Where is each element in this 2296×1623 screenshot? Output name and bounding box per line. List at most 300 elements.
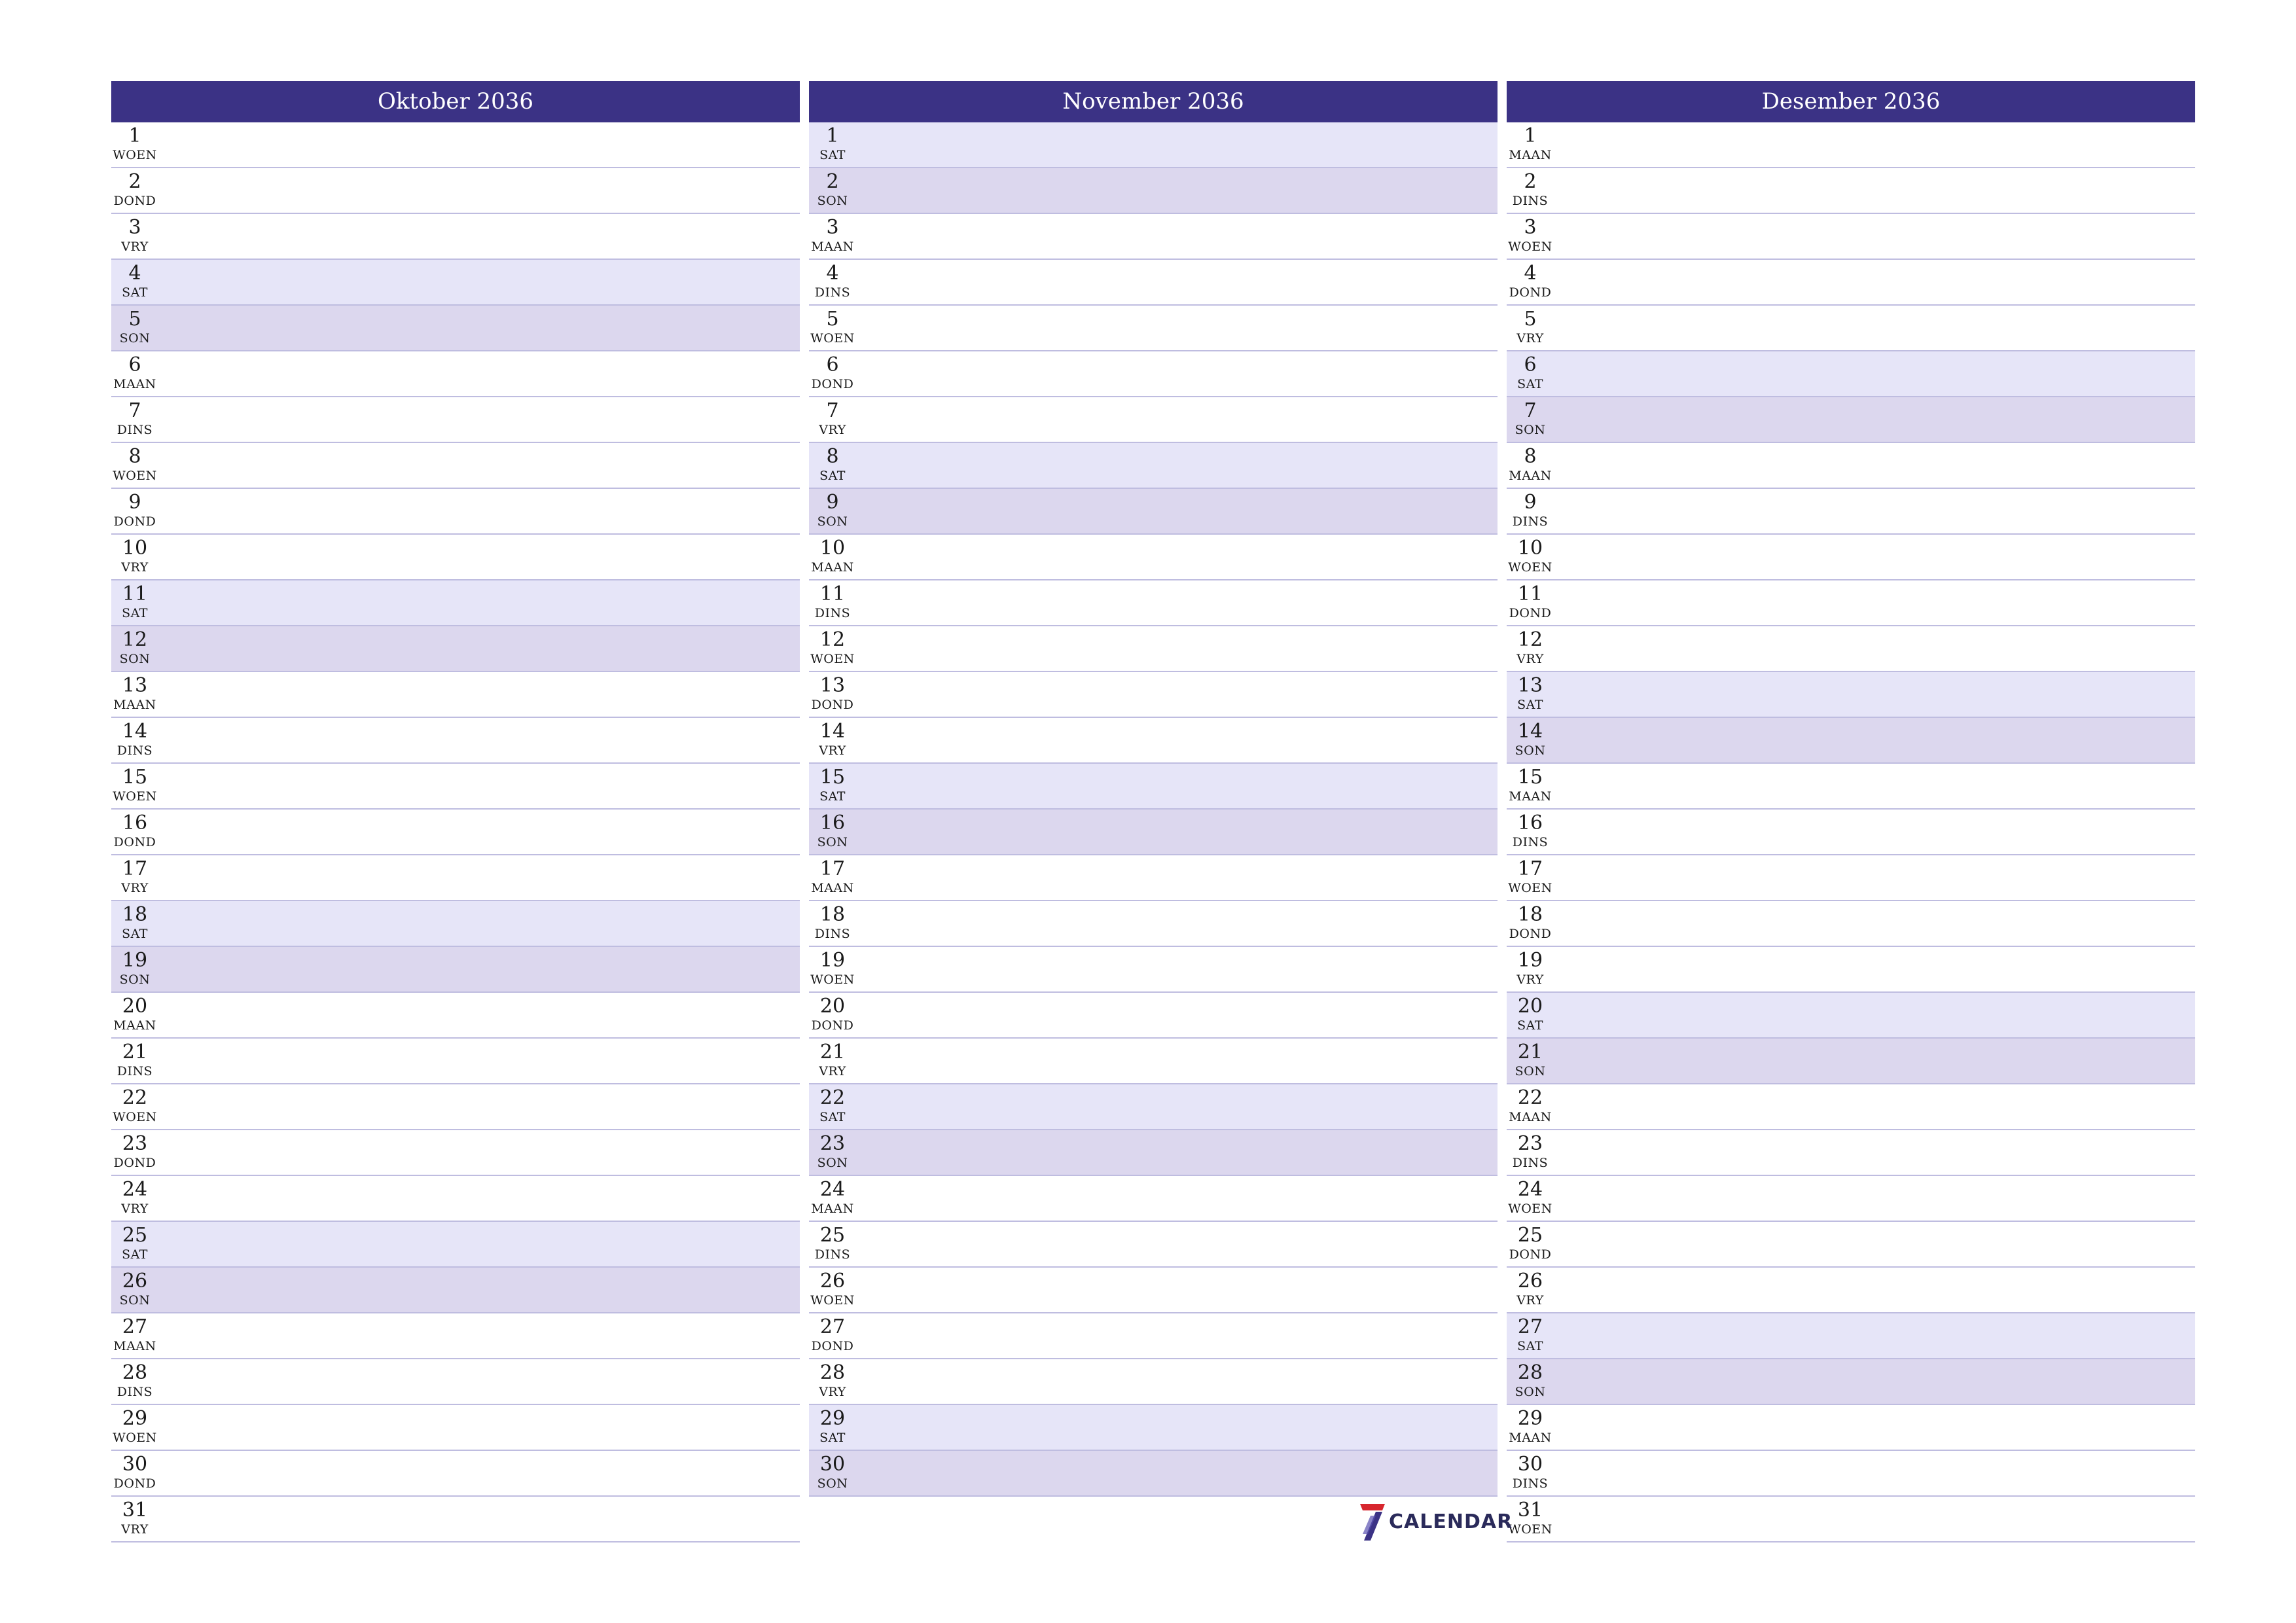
day-label [809, 766, 856, 804]
day-number: 3 [826, 216, 839, 239]
weekday-name: MAAN [113, 1339, 156, 1353]
weekday-name: SAT [122, 1247, 148, 1262]
day-number: 2 [128, 170, 141, 193]
day-label [1507, 583, 1554, 621]
day-number: 6 [1524, 353, 1537, 376]
weekday-name: MAAN [113, 1018, 156, 1033]
weekday-name: DINS [1512, 1476, 1549, 1491]
day-row [111, 306, 800, 351]
weekday-name: MAAN [1509, 789, 1552, 804]
day-list [809, 122, 1498, 1497]
day-number: 8 [128, 445, 141, 468]
weekday-name: SAT [122, 285, 148, 300]
day-row [111, 672, 800, 718]
day-number: 4 [128, 262, 141, 285]
day-label [1507, 537, 1554, 575]
weekday-name: MAAN [811, 560, 854, 575]
weekday-name: DOND [1509, 606, 1552, 620]
day-row [1507, 1176, 2195, 1222]
day-number: 7 [1524, 399, 1537, 422]
weekday-name: VRY [121, 560, 149, 575]
day-number: 24 [819, 1178, 846, 1201]
day-label [111, 1454, 158, 1491]
day-row [111, 397, 800, 443]
day-row [809, 351, 1498, 397]
day-number: 26 [1517, 1270, 1543, 1293]
day-row [111, 1359, 800, 1405]
day-label [1507, 1087, 1554, 1125]
weekday-name: SAT [1517, 698, 1543, 712]
day-number: 8 [1524, 445, 1537, 468]
day-number: 16 [819, 812, 846, 834]
day-number: 28 [819, 1361, 846, 1384]
day-number: 7 [128, 399, 141, 422]
day-number: 15 [819, 766, 846, 789]
day-row [111, 260, 800, 306]
day-number: 19 [122, 949, 148, 972]
day-row [809, 397, 1498, 443]
weekday-name: VRY [819, 743, 846, 758]
day-number: 12 [819, 628, 846, 651]
day-row [809, 855, 1498, 901]
day-row [1507, 122, 2195, 168]
weekday-name: DOND [1509, 927, 1552, 941]
day-row [809, 947, 1498, 993]
weekday-name: DINS [1512, 514, 1549, 529]
day-label [111, 904, 158, 942]
weekday-name: WOEN [810, 1293, 855, 1308]
weekday-name: WOEN [1508, 560, 1552, 575]
day-row [1507, 535, 2195, 580]
day-number: 29 [122, 1407, 148, 1430]
day-number: 27 [122, 1315, 148, 1338]
weekday-name: SON [1515, 743, 1546, 758]
weekday-name: WOEN [1508, 240, 1552, 254]
weekday-name: SAT [122, 927, 148, 941]
day-label [809, 812, 856, 850]
weekday-name: VRY [121, 240, 149, 254]
weekday-name: DINS [117, 743, 153, 758]
day-row [111, 855, 800, 901]
day-number: 25 [1517, 1224, 1543, 1247]
weekday-name: DINS [117, 423, 153, 437]
day-row [1507, 168, 2195, 214]
weekday-name: SON [1515, 423, 1546, 437]
day-number: 1 [128, 124, 141, 147]
day-row [1507, 1222, 2195, 1268]
day-row [1507, 397, 2195, 443]
day-label [1507, 629, 1554, 667]
day-label [1507, 1041, 1554, 1079]
day-number: 22 [122, 1086, 148, 1109]
day-label [111, 1499, 158, 1537]
day-number: 5 [1524, 308, 1537, 330]
day-row [1507, 1405, 2195, 1451]
day-number: 18 [819, 903, 846, 926]
day-row [111, 1268, 800, 1313]
weekday-name: MAAN [1509, 148, 1552, 162]
day-label [809, 446, 856, 484]
day-row [809, 626, 1498, 672]
day-label [111, 1133, 158, 1171]
day-label [111, 400, 158, 438]
day-row [809, 718, 1498, 764]
day-row [1507, 260, 2195, 306]
day-row [111, 1405, 800, 1451]
weekday-name: VRY [121, 1202, 149, 1216]
month-column-november [809, 81, 1498, 1497]
weekday-name: MAAN [1509, 1110, 1552, 1124]
day-row [809, 901, 1498, 947]
month-header: Oktober 2036 [111, 81, 800, 122]
day-number: 22 [1517, 1086, 1543, 1109]
day-row [1507, 1084, 2195, 1130]
day-row [1507, 718, 2195, 764]
day-number: 24 [122, 1178, 148, 1201]
day-label [111, 354, 158, 392]
day-row [1507, 1039, 2195, 1084]
day-label [809, 1362, 856, 1400]
weekday-name: DINS [814, 927, 851, 941]
day-number: 6 [826, 353, 839, 376]
weekday-name: MAAN [1509, 469, 1552, 483]
day-row [1507, 1313, 2195, 1359]
day-number: 16 [1517, 812, 1543, 834]
weekday-name: DINS [1512, 835, 1549, 849]
month-header: November 2036 [809, 81, 1498, 122]
day-row [111, 1451, 800, 1497]
day-row [1507, 1130, 2195, 1176]
day-number: 10 [1517, 537, 1543, 560]
day-label [111, 171, 158, 209]
weekday-name: SON [817, 1476, 848, 1491]
day-label [809, 721, 856, 758]
day-number: 1 [1524, 124, 1537, 147]
weekday-name: WOEN [810, 972, 855, 987]
day-row [1507, 1497, 2195, 1543]
weekday-name: DINS [814, 1247, 851, 1262]
weekday-name: SAT [122, 606, 148, 620]
day-row [111, 764, 800, 810]
day-label [809, 1408, 856, 1446]
day-row [111, 168, 800, 214]
day-row [1507, 901, 2195, 947]
day-number: 7 [826, 399, 839, 422]
day-number: 28 [1517, 1361, 1543, 1384]
day-number: 26 [122, 1270, 148, 1293]
day-number: 17 [819, 857, 846, 880]
weekday-name: DINS [814, 285, 851, 300]
day-row [1507, 993, 2195, 1039]
day-label [1507, 262, 1554, 300]
day-label [111, 812, 158, 850]
day-number: 11 [122, 582, 148, 605]
day-label [809, 400, 856, 438]
day-label [809, 950, 856, 988]
day-number: 25 [819, 1224, 846, 1247]
day-row [111, 993, 800, 1039]
weekday-name: DINS [117, 1064, 153, 1079]
month-column-october [111, 81, 800, 1543]
month-header: Desember 2036 [1507, 81, 2195, 122]
day-label [1507, 308, 1554, 346]
day-number: 20 [122, 995, 148, 1018]
day-label [1507, 1224, 1554, 1262]
day-number: 14 [122, 720, 148, 743]
weekday-name: MAAN [113, 698, 156, 712]
day-number: 2 [1524, 170, 1537, 193]
day-number: 12 [122, 628, 148, 651]
day-row [1507, 764, 2195, 810]
day-label [809, 904, 856, 942]
day-row [1507, 489, 2195, 535]
day-label [111, 950, 158, 988]
weekday-name: VRY [1516, 972, 1544, 987]
day-number: 3 [128, 216, 141, 239]
day-row [111, 1222, 800, 1268]
weekday-name: WOEN [113, 1431, 157, 1445]
weekday-name: DOND [1509, 285, 1552, 300]
weekday-name: VRY [819, 1064, 846, 1079]
weekday-name: DOND [811, 1339, 854, 1353]
day-number: 10 [122, 537, 148, 560]
day-label [111, 1041, 158, 1079]
day-label [1507, 995, 1554, 1033]
day-number: 26 [819, 1270, 846, 1293]
day-label [809, 1316, 856, 1354]
day-number: 14 [819, 720, 846, 743]
day-number: 25 [122, 1224, 148, 1247]
weekday-name: DOND [1509, 1247, 1552, 1262]
day-number: 13 [122, 674, 148, 697]
weekday-name: DOND [811, 1018, 854, 1033]
day-row [1507, 443, 2195, 489]
day-label [809, 125, 856, 163]
weekday-name: DOND [811, 377, 854, 391]
day-label [809, 217, 856, 255]
weekday-name: DINS [1512, 194, 1549, 208]
day-row [111, 351, 800, 397]
day-number: 27 [1517, 1315, 1543, 1338]
day-row [809, 993, 1498, 1039]
day-row [111, 535, 800, 580]
day-number: 21 [819, 1041, 846, 1063]
day-label [1507, 1499, 1554, 1537]
day-number: 11 [1517, 582, 1543, 605]
day-label [809, 1087, 856, 1125]
day-number: 18 [122, 903, 148, 926]
weekday-name: DOND [113, 514, 156, 529]
weekday-name: SAT [1517, 1339, 1543, 1353]
day-label [111, 995, 158, 1033]
day-row [1507, 214, 2195, 260]
day-label [1507, 675, 1554, 713]
day-label [1507, 125, 1554, 163]
day-number: 4 [1524, 262, 1537, 285]
day-number: 13 [1517, 674, 1543, 697]
day-row [111, 626, 800, 672]
brand-logo [1356, 1503, 1513, 1542]
seven-logo-icon [1356, 1503, 1386, 1542]
day-label [1507, 721, 1554, 758]
day-number: 27 [819, 1315, 846, 1338]
weekday-name: SAT [819, 1431, 846, 1445]
weekday-name: DOND [113, 1156, 156, 1170]
weekday-name: VRY [819, 423, 846, 437]
day-row [1507, 810, 2195, 855]
day-label [1507, 904, 1554, 942]
day-label [111, 1224, 158, 1262]
weekday-name: SAT [819, 148, 846, 162]
day-row [111, 947, 800, 993]
day-row [1507, 947, 2195, 993]
weekday-name: DINS [1512, 1156, 1549, 1170]
day-label [809, 1270, 856, 1308]
day-number: 14 [1517, 720, 1543, 743]
weekday-name: VRY [1516, 1293, 1544, 1308]
weekday-name: SON [1515, 1064, 1546, 1079]
day-row [111, 718, 800, 764]
day-label [111, 766, 158, 804]
weekday-name: SON [1515, 1385, 1546, 1399]
day-label [111, 1179, 158, 1217]
day-label [809, 1454, 856, 1491]
day-number: 20 [819, 995, 846, 1018]
day-number: 15 [1517, 766, 1543, 789]
weekday-name: WOEN [113, 1110, 157, 1124]
day-row [111, 489, 800, 535]
day-number: 18 [1517, 903, 1543, 926]
day-number: 23 [122, 1132, 148, 1155]
month-column-december [1507, 81, 2195, 1543]
day-label [809, 1224, 856, 1262]
day-list [1507, 122, 2195, 1543]
day-label [1507, 400, 1554, 438]
day-row [1507, 1451, 2195, 1497]
day-row [809, 1268, 1498, 1313]
weekday-name: VRY [121, 1522, 149, 1537]
day-number: 5 [128, 308, 141, 330]
day-row [1507, 351, 2195, 397]
day-label [111, 1316, 158, 1354]
day-label [809, 583, 856, 621]
day-label [1507, 354, 1554, 392]
day-label [1507, 858, 1554, 896]
day-list [111, 122, 800, 1543]
day-label [111, 537, 158, 575]
day-row [111, 1176, 800, 1222]
day-number: 29 [1517, 1407, 1543, 1430]
day-label [1507, 1179, 1554, 1217]
day-label [1507, 812, 1554, 850]
weekday-name: VRY [1516, 331, 1544, 346]
day-label [111, 1270, 158, 1308]
weekday-name: SAT [1517, 1018, 1543, 1033]
day-row [809, 1130, 1498, 1176]
day-label [1507, 1133, 1554, 1171]
day-row [111, 1313, 800, 1359]
day-number: 30 [819, 1453, 846, 1476]
weekday-name: SON [817, 514, 848, 529]
day-label [111, 262, 158, 300]
weekday-name: WOEN [113, 469, 157, 483]
logo-text: CALENDAR [1389, 1510, 1513, 1533]
day-label [111, 721, 158, 758]
weekday-name: SAT [1517, 377, 1543, 391]
day-row [1507, 1268, 2195, 1313]
day-label [1507, 446, 1554, 484]
day-number: 28 [122, 1361, 148, 1384]
weekday-name: WOEN [810, 331, 855, 346]
weekday-name: SON [817, 194, 848, 208]
day-label [111, 1408, 158, 1446]
day-number: 24 [1517, 1178, 1543, 1201]
weekday-name: DINS [814, 606, 851, 620]
day-number: 11 [819, 582, 846, 605]
weekday-name: DOND [113, 835, 156, 849]
day-row [111, 580, 800, 626]
day-row [809, 214, 1498, 260]
day-row [111, 122, 800, 168]
day-number: 19 [819, 949, 846, 972]
weekday-name: MAAN [1509, 1431, 1552, 1445]
day-number: 1 [826, 124, 839, 147]
day-number: 15 [122, 766, 148, 789]
weekday-name: SON [119, 652, 151, 666]
weekday-name: SAT [819, 789, 846, 804]
weekday-name: WOEN [113, 148, 157, 162]
day-number: 16 [122, 812, 148, 834]
day-row [809, 810, 1498, 855]
day-number: 21 [122, 1041, 148, 1063]
day-number: 29 [819, 1407, 846, 1430]
day-label [809, 354, 856, 392]
day-number: 3 [1524, 216, 1537, 239]
day-row [809, 1359, 1498, 1405]
weekday-name: MAAN [811, 240, 854, 254]
weekday-name: VRY [819, 1385, 846, 1399]
day-row [809, 1084, 1498, 1130]
day-number: 10 [819, 537, 846, 560]
day-label [809, 308, 856, 346]
day-number: 23 [1517, 1132, 1543, 1155]
day-number: 30 [1517, 1453, 1543, 1476]
day-row [1507, 626, 2195, 672]
weekday-name: SON [817, 1156, 848, 1170]
day-number: 9 [826, 491, 839, 514]
weekday-name: DOND [113, 1476, 156, 1491]
day-number: 31 [122, 1499, 148, 1522]
weekday-name: VRY [121, 881, 149, 895]
day-row [809, 1176, 1498, 1222]
day-label [111, 629, 158, 667]
day-number: 17 [122, 857, 148, 880]
weekday-name: SON [119, 331, 151, 346]
day-label [1507, 171, 1554, 209]
day-row [111, 810, 800, 855]
day-label [809, 171, 856, 209]
day-row [809, 580, 1498, 626]
day-number: 19 [1517, 949, 1543, 972]
day-row [1507, 306, 2195, 351]
day-label [111, 675, 158, 713]
weekday-name: SON [119, 972, 151, 987]
day-number: 31 [1517, 1499, 1543, 1522]
day-label [1507, 1454, 1554, 1491]
day-number: 17 [1517, 857, 1543, 880]
weekday-name: MAAN [113, 377, 156, 391]
day-label [809, 1133, 856, 1171]
